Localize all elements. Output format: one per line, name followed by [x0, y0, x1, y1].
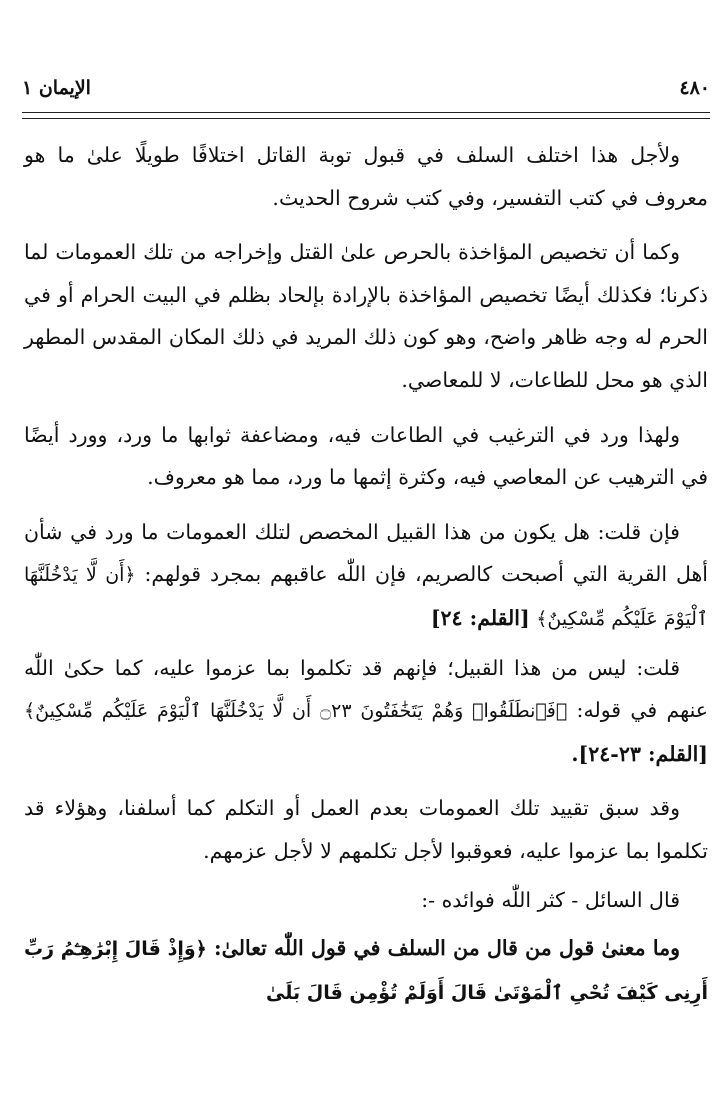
quran-verse: ﴿أَن لَّا يَدْخُلَنَّهَا ٱلْيَوْمَ عَلَيْكُم مِّسْكِينٌ﴾: [24, 564, 708, 630]
paragraph: ولأجل هذا اختلف السلف في قبول توبة القاتل اختلافًا طويلًا علىٰ ما هو معروف في كتب التفسير، وفي كتب شروح الحديث.: [24, 143, 708, 210]
page-body: [24, 134, 708, 1026]
quran-verse: ﴿وَإِذْ قَالَ إِبْرَٰهِـۧمُ رَبِّ أَرِنِى كَيْفَ تُحْىِ ٱلْمَوْتَىٰ قَالَ أَوَلَمْ تُؤْمِن قَالَ بَلَىٰ: [24, 938, 708, 1004]
quran-verse: ﴿فَٱنطَلَقُوا۟ وَهُمْ يَتَخَٰفَتُونَ ۝٢٣ أَن لَّا يَدْخُلَنَّهَا ٱلْيَوْمَ عَلَيْكُم مِّسْكِينٌ﴾: [24, 700, 568, 723]
verse-reference: [القلم: ٢٣-٢٤].: [571, 741, 708, 766]
paragraph-text: فإن قلت: هل يكون من هذا القبيل المخصص لتلك العمومات ما ورد في شأن أهل القرية التي أصبحت كالصريم، فإن اللّٰه عاقبهم بمجرد قولهم:: [24, 519, 708, 587]
verse-reference: [القلم: ٢٤]: [430, 605, 530, 630]
paragraph-answer: [24, 647, 708, 776]
paragraph: وقد سبق تقييد تلك العمومات بعدم العمل أو التكلم كما أسلفنا، وهؤلاء قد تكلموا بما عزموا عليه، فعوقبوا لأجل تكلمهم لا لأجل عزمهم.: [24, 796, 708, 863]
header-rule-thin: [22, 118, 710, 119]
paragraph: وكما أن تخصيص المؤاخذة بالحرص علىٰ القتل وإخراجه من تلك العمومات لما ذكرنا؛ فكذلك أيضًا تخصيص المؤاخذة بالإرادة بإلحاد بظلم في البيت الحرام أو في الحرم له وجه ظاهر واضح، وهو كون ذلك المريد في ذلك المكان المقدس المطهر الذي هو محل للطاعات، لا للمعاصي.: [24, 240, 708, 392]
paragraph-text: قلت: ليس من هذا القبيل؛ فإنهم قد تكلموا بما عزموا عليه، كما حكىٰ اللّٰه عنهم في قوله:: [24, 655, 708, 723]
paragraph-question-bold: [24, 927, 708, 1014]
paragraph: ولهذا ورد في الترغيب في الطاعات فيه، ومضاعفة ثوابها ما ورد، وورد أيضًا في الترهيب عن المعاصي فيه، وكثرة إثمها ما ورد، مما هو معروف.: [24, 422, 708, 490]
running-title: الإيمان ١: [22, 77, 91, 99]
paragraph-asker: قال السائل - كثر اللّٰه فوائده -:: [421, 887, 680, 912]
paragraph-text: وما معنىٰ قول من قال من السلف في قول اللّٰه تعالىٰ:: [214, 936, 680, 961]
header-rule-thick: [22, 112, 710, 113]
page-number: ٤٨٠: [679, 77, 710, 99]
page-header: [22, 72, 710, 104]
paragraph-question: [24, 511, 708, 641]
